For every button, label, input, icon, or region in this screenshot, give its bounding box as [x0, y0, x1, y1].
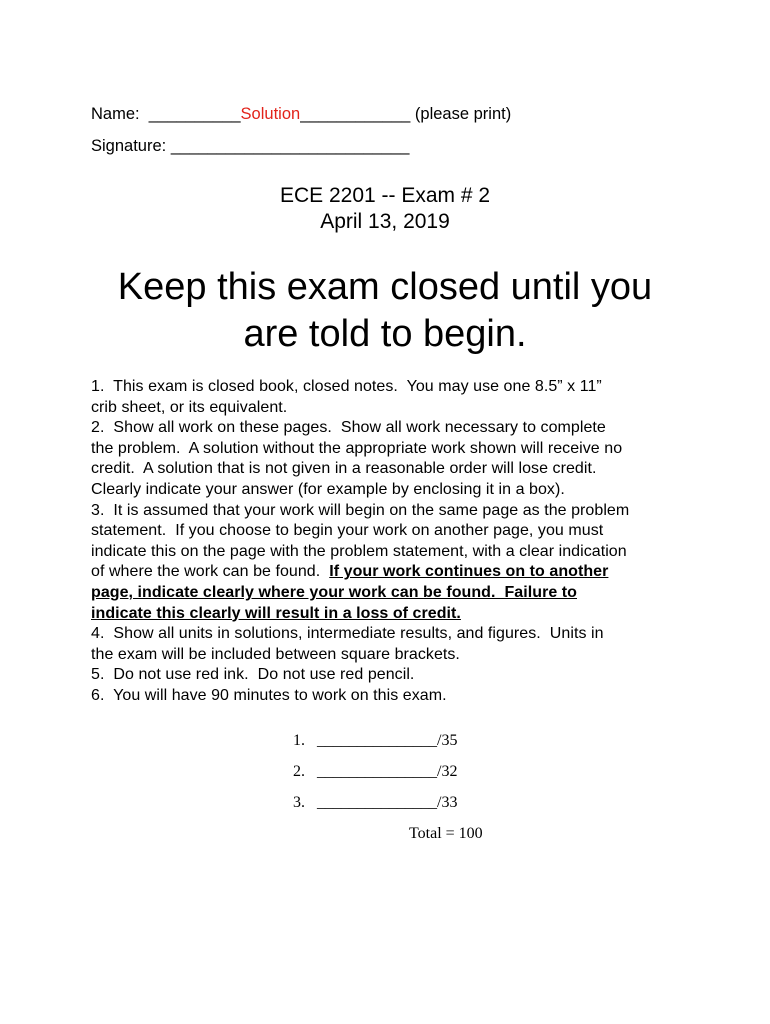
exam-heading	[0, 183, 770, 235]
emphasized-instruction: indicate this clearly will result in a loss of credit.	[91, 604, 461, 622]
name-blank-after: ____________	[300, 105, 411, 123]
emphasized-instruction: If your work continues on to another	[329, 563, 609, 581]
score-row-3: 3. _______________/33	[293, 794, 458, 811]
instruction-line: 2. Show all work on these pages. Show all work necessary to complete	[91, 419, 606, 437]
name-value: Solution	[240, 105, 301, 123]
instruction-line: 3. It is assumed that your work will begin on the same page as the problem	[91, 501, 630, 519]
instruction-line: 1. This exam is closed book, closed notes. You may use one 8.5” x 11”	[91, 378, 602, 395]
score-total: Total = 100	[409, 825, 483, 842]
closed-exam-warning	[0, 264, 770, 358]
name-blank-before: __________	[148, 105, 241, 123]
score-table	[293, 730, 457, 823]
signature-line	[91, 136, 409, 156]
score-row-1: 1. _______________/35	[293, 732, 458, 749]
exam-title: ECE 2201 -- Exam # 2	[279, 184, 491, 207]
instruction-line: the problem. A solution without the appropriate work shown will receive no	[91, 439, 623, 457]
name-line	[91, 104, 511, 124]
instruction-line: credit. A solution that is not given in a reasonable order will lose credit.	[91, 460, 597, 478]
instruction-line: crib sheet, or its equivalent.	[91, 398, 288, 416]
instruction-line: 6. You will have 90 minutes to work on this exam.	[91, 686, 447, 704]
instruction-line-mixed	[91, 562, 691, 583]
instruction-line: 5. Do not use red ink. Do not use red pencil.	[91, 666, 415, 684]
score-row-2: 2. _______________/32	[293, 763, 458, 780]
instruction-line: statement. If you choose to begin your work on another page, you must	[91, 522, 604, 540]
emphasized-instruction: page, indicate clearly where your work can be found. Failure to	[91, 583, 577, 601]
name-note: (please print)	[414, 105, 512, 123]
exam-date: April 13, 2019	[320, 210, 450, 233]
instructions	[91, 377, 691, 707]
warning-line-2: are told to begin.	[243, 313, 527, 355]
instruction-line: 4. Show all units in solutions, intermediate results, and figures. Units in	[91, 625, 604, 643]
warning-line-1: Keep this exam closed until you	[117, 266, 653, 308]
instruction-text: of where the work can be found.	[91, 563, 330, 581]
signature-blank: __________________________	[170, 137, 410, 155]
instruction-line: indicate this on the page with the problem statement, with a clear indication	[91, 542, 627, 560]
name-label: Name:	[91, 105, 140, 123]
instruction-line: Clearly indicate your answer (for example by enclosing it in a box).	[91, 480, 565, 498]
signature-label: Signature:	[91, 137, 167, 155]
instruction-line: the exam will be included between square brackets.	[91, 645, 460, 663]
